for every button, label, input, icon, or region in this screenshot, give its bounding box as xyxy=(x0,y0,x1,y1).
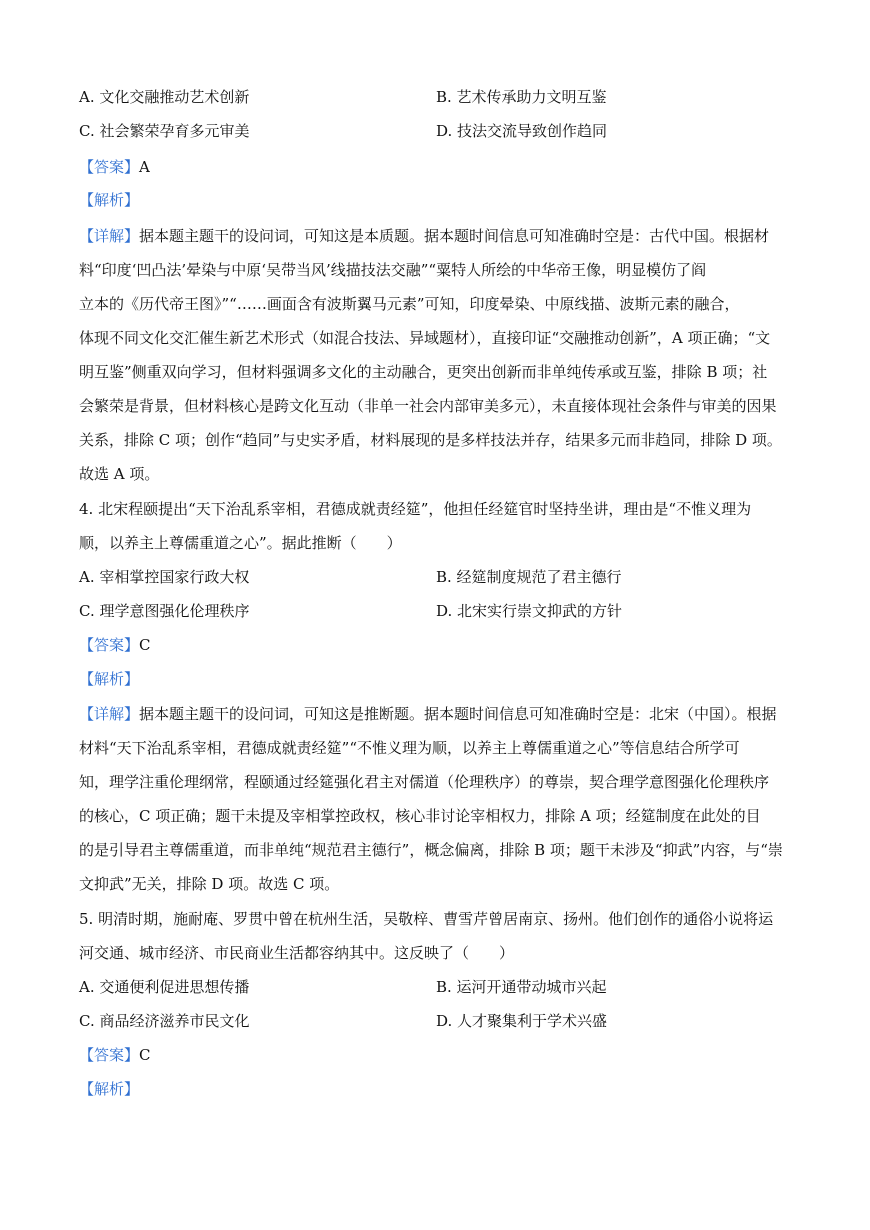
q4-option-b: B. 经筵制度规范了君主德行 xyxy=(436,568,622,586)
q3-detail-line: 料“印度‘凹凸法’晕染与中原‘吴带当风’线描技法交融”“粟特人所绘的中华帝王像，明显模仿了阎 xyxy=(79,261,707,279)
q4-detail-line: 知，理学注重伦理纲常，程颐通过经筵强化君主对儒道（伦理秩序）的尊崇，契合理学意图强化伦理秩序 xyxy=(79,773,770,791)
q5-stem-line: 河交通、城市经济、市民商业生活都容纳其中。这反映了（ ） xyxy=(79,944,515,962)
q4-analysis-tag xyxy=(79,668,794,690)
analysis-tag: 【解析】 xyxy=(79,1080,140,1098)
detail-text: 据本题主题干的设问词，可知这是推断题。据本题时间信息可知准确时空是：北宋（中国）。根据 xyxy=(139,705,777,723)
detail-tag: 【详解】 xyxy=(79,705,140,723)
q3-detail-line: 明互鉴”侧重双向学习，但材料强调多文化的主动融合，更突出创新而非单纯传承或互鉴，排除 B 项；社 xyxy=(79,363,768,381)
q5-option-a: A. 交通便利促进思想传播 xyxy=(79,978,250,996)
analysis-tag: 【解析】 xyxy=(79,191,140,209)
q3-detail-line: 立本的《历代帝王图》”“……画面含有波斯翼马元素”可知，印度晕染、中原线描、波斯元素的融合， xyxy=(79,295,740,313)
answer-tag: 【答案】 xyxy=(79,636,140,654)
q5-answer xyxy=(79,1044,794,1066)
detail-tag: 【详解】 xyxy=(79,227,140,245)
q3-detail-line: 关系，排除 C 项；创作“趋同”与史实矛盾，材料展现的是多样技法并存，结果多元而非趋同，排除 D 项。 xyxy=(79,431,782,449)
q4-detail-line: 材料“天下治乱系宰相，君德成就责经筵”“不惟义理为顺，以养主上尊儒重道之心”等信息结合所学可 xyxy=(79,739,740,757)
q4-stem-line: 4. 北宋程颐提出“天下治乱系宰相，君德成就责经筵”，他担任经筵官时坚持坐讲，理由是“不惟义理为 xyxy=(79,500,752,518)
q4-option-c: C. 理学意图强化伦理秩序 xyxy=(79,602,250,620)
q4-detail-line xyxy=(79,703,794,725)
answer-value: C xyxy=(139,1046,151,1064)
q4-detail-line: 的核心，C 项正确；题干未提及宰相掌控政权，核心非讨论宰相权力，排除 A 项；经筵制度在此处的目 xyxy=(79,807,761,825)
q4-option-d: D. 北宋实行崇文抑武的方针 xyxy=(436,602,623,620)
answer-tag: 【答案】 xyxy=(79,1046,140,1064)
q3-option-a: A. 文化交融推动艺术创新 xyxy=(79,88,250,106)
q4-detail-line: 文抑武”无关，排除 D 项。故选 C 项。 xyxy=(79,875,340,893)
q4-detail-line: 的是引导君主尊儒重道，而非单纯“规范君主德行”，概念偏离，排除 B 项；题干未涉及“抑武”内容，与“崇 xyxy=(79,841,783,859)
q4-answer xyxy=(79,634,794,656)
detail-text: 据本题主题干的设问词，可知这是本质题。据本题时间信息可知准确时空是：古代中国。根据材 xyxy=(139,227,770,245)
q3-analysis-tag xyxy=(79,189,794,211)
q4-stem-line: 顺，以养主上尊儒重道之心”。据此推断（ ） xyxy=(79,534,402,552)
q3-option-c: C. 社会繁荣孕育多元审美 xyxy=(79,122,250,140)
q3-detail-line: 会繁荣是背景，但材料核心是跨文化互动（非单一社会内部审美多元），未直接体现社会条件与审美的因果 xyxy=(79,397,777,415)
analysis-tag: 【解析】 xyxy=(79,670,140,688)
answer-value: A xyxy=(139,158,150,176)
q3-option-b: B. 艺术传承助力文明互鉴 xyxy=(436,88,607,106)
q5-option-c: C. 商品经济滋养市民文化 xyxy=(79,1012,250,1030)
q5-option-d: D. 人才聚集利于学术兴盛 xyxy=(436,1012,608,1030)
answer-tag: 【答案】 xyxy=(79,158,140,176)
answer-value: C xyxy=(139,636,151,654)
q5-stem-line: 5. 明清时期，施耐庵、罗贯中曾在杭州生活，吴敬梓、曹雪芹曾居南京、扬州。他们创作的通俗小说将运 xyxy=(79,910,774,928)
q3-option-d: D. 技法交流导致创作趋同 xyxy=(436,122,608,140)
q5-option-b: B. 运河开通带动城市兴起 xyxy=(436,978,607,996)
q3-detail-line xyxy=(79,225,794,247)
q5-analysis-tag xyxy=(79,1078,794,1100)
q3-detail-line: 故选 A 项。 xyxy=(79,465,160,483)
q3-answer xyxy=(79,156,794,178)
q4-option-a: A. 宰相掌控国家行政大权 xyxy=(79,568,250,586)
q3-detail-line: 体现不同文化交汇催生新艺术形式（如混合技法、异域题材），直接印证“交融推动创新”，A 项正确；“文 xyxy=(79,329,771,347)
